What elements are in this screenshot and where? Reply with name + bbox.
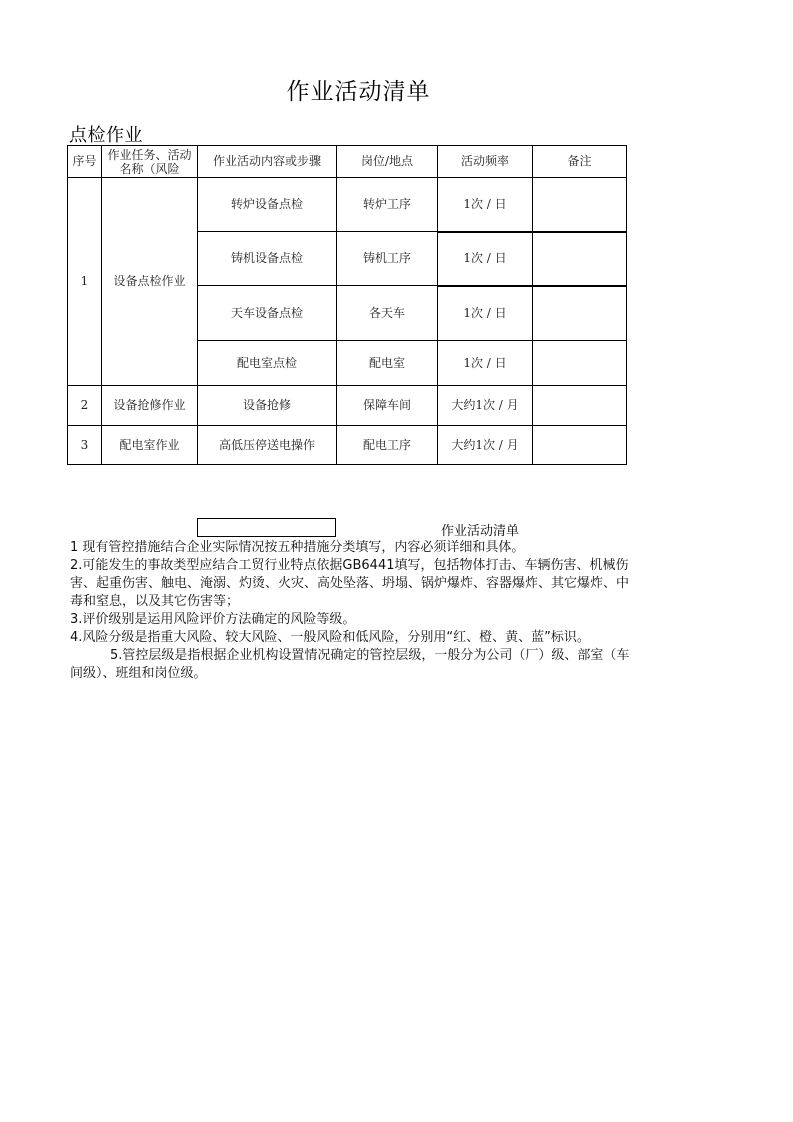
row-content: 高低压停送电操作 — [198, 426, 337, 465]
row-frequency: 大约1次 / 月 — [438, 386, 533, 426]
header-task: 作业任务、活动名称（风险 — [102, 146, 198, 178]
header-remark: 备注 — [533, 146, 627, 178]
activity-table — [67, 145, 627, 465]
row-no: 3 — [68, 426, 102, 465]
row-remark — [533, 426, 627, 465]
note-2: 2.可能发生的事故类型应结合工贸行业特点依据GB6441填写，包括物体打击、车辆伤害、机械伤害、起重伤害、触电、淹溺、灼烫、火灾、高处坠落、坍塌、锅炉爆炸、容器爆炸、其它爆炸、中毒和窒息，以及其它伤害等； — [70, 558, 630, 609]
row-content: 天车设备点检 — [198, 286, 337, 341]
table-row — [68, 386, 627, 426]
row-remark — [533, 386, 627, 426]
table-row — [68, 178, 627, 232]
row-task: 配电室作业 — [102, 426, 198, 465]
row-content: 设备抢修 — [198, 386, 337, 426]
row-content: 配电室点检 — [198, 341, 337, 386]
header-frequency: 活动频率 — [438, 146, 533, 178]
document-title: 作业活动清单 — [286, 79, 431, 105]
row-frequency: 1次 / 日 — [438, 232, 533, 286]
header-no: 序号 — [68, 146, 102, 178]
header-location: 岗位/地点 — [337, 146, 438, 178]
note-1: 1 现有管控措施结合企业实际情况按五种措施分类填写，内容必须详细和具体。 — [70, 540, 525, 555]
row-remark — [533, 232, 627, 286]
header-content: 作业活动内容或步骤 — [198, 146, 337, 178]
row-remark — [533, 178, 627, 232]
section-title: 点检作业 — [69, 125, 143, 146]
table-header-row — [68, 146, 627, 178]
row-remark — [533, 286, 627, 341]
note-5: 5.管控层级是指根据企业机构设置情况确定的管控层级，一般分为公司（厂）级、部室（车间级）、班组和岗位级。 — [70, 648, 630, 681]
notes-block — [70, 539, 630, 683]
row-location: 配电室 — [337, 341, 438, 386]
row-location: 铸机工序 — [337, 232, 438, 286]
row-location: 配电工序 — [337, 426, 438, 465]
footer-subtitle: 作业活动清单 — [441, 524, 520, 539]
row-frequency: 1次 / 日 — [438, 341, 533, 386]
row-frequency: 1次 / 日 — [438, 178, 533, 232]
row-frequency: 大约1次 / 月 — [438, 426, 533, 465]
row-content: 铸机设备点检 — [198, 232, 337, 286]
note-3: 3.评价级别是运用风险评价方法确定的风险等级。 — [70, 612, 356, 627]
row-remark — [533, 341, 627, 386]
empty-stamp-box — [197, 518, 336, 537]
row-location: 保障车间 — [337, 386, 438, 426]
row-location: 各天车 — [337, 286, 438, 341]
row-no: 2 — [68, 386, 102, 426]
row-task: 设备点检作业 — [102, 178, 198, 386]
note-4: 4.风险分级是指重大风险、较大风险、一般风险和低风险，分别用“红、橙、黄、蓝”标识。 — [70, 630, 590, 645]
row-task: 设备抢修作业 — [102, 386, 198, 426]
table-row — [68, 426, 627, 465]
row-content: 转炉设备点检 — [198, 178, 337, 232]
row-no: 1 — [68, 178, 102, 386]
row-location: 转炉工序 — [337, 178, 438, 232]
row-frequency: 1次 / 日 — [438, 286, 533, 341]
